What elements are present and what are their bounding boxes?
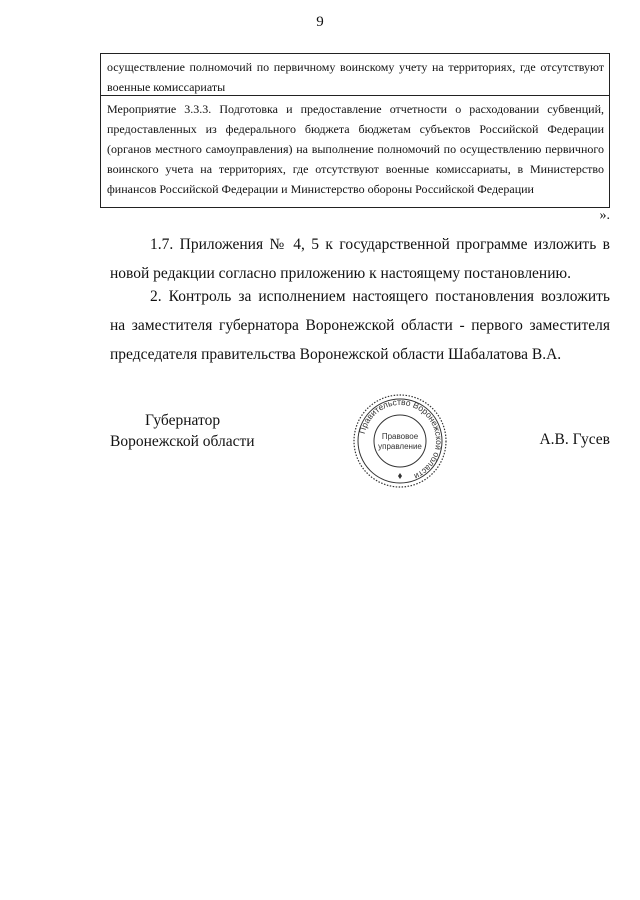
official-stamp (352, 393, 448, 489)
paragraph-1-7: 1.7. Приложения № 4, 5 к государственной программе изложить в новой редакции согласно приложению к настоящему постановлению. (110, 236, 610, 282)
table-row: осуществление полномочий по первичному воинскому учету на территориях, где отсутствуют военные комиссариаты (100, 53, 610, 101)
stamp-center-line2: управление (378, 442, 422, 451)
signatory-title-line2: Воронежской области (110, 433, 255, 450)
signatory-title (110, 410, 255, 452)
stamp-inner-ring (374, 415, 426, 467)
closing-quote: ». (599, 208, 610, 223)
table-row: Мероприятие 3.3.3. Подготовка и предоставление отчетности о расходовании субвенций, предоставленных из федерального бюджета бюджетам субъектов Российской Федерации (органов местного самоуправления) на выполнение полномочий по осуществлению первичного воинского учета на территориях, где отсутствуют военные комиссариаты, в Министерство финансов Российской Федерации и Министерство обороны Российской Федерации (100, 95, 610, 208)
stamp-star-icon (398, 473, 402, 479)
stamp-ring-text: Правительство Воронежской области (356, 396, 445, 482)
signatory-name: А.В. Гусев (539, 431, 610, 448)
paragraph-2: 2. Контроль за исполнением настоящего постановления возложить на заместителя губернатора Воронежской области - первого заместителя председателя правительства Воронежской области Шабалатова В.А. (110, 288, 610, 363)
stamp-center-line1: Правовое (381, 432, 419, 441)
page-number: 9 (316, 14, 324, 30)
signatory-title-line1: Губернатор (145, 412, 221, 429)
